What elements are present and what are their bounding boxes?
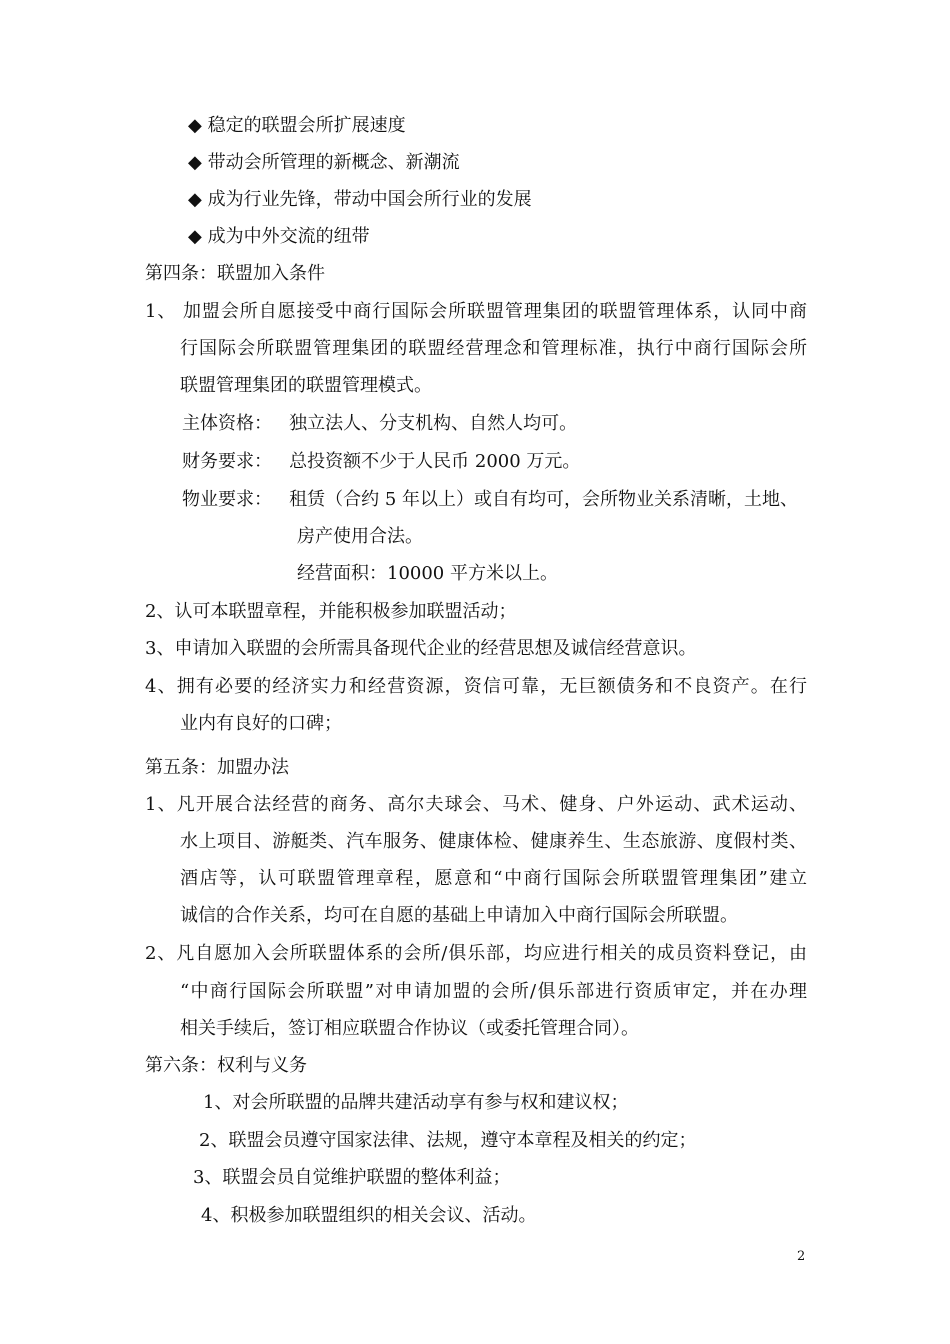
list-item: 4、拥有必要的经济实力和经营资源，资信可靠，无巨额债务和不良资产。在行 [145, 676, 807, 697]
paragraph-line: 酒店等，认可联盟管理章程，愿意和“中商行国际会所联盟管理集团”建立 [180, 868, 807, 889]
paragraph-line: 1、凡开展合法经营的商务、高尔夫球会、马术、健身、户外运动、武术运动、 [145, 794, 807, 815]
paragraph-line: 1、 加盟会所自愿接受中商行国际会所联盟管理集团的联盟管理体系，认同中商 [145, 301, 807, 322]
section-heading: 第六条：权利与义务 [145, 1055, 307, 1076]
requirement-property: 物业要求： 租赁（合约 5 年以上）或自有均可，会所物业关系清晰，土地、 [182, 489, 799, 510]
paragraph-line: 联盟管理集团的联盟管理模式。 [180, 375, 432, 396]
list-item: 3、申请加入联盟的会所需具备现代企业的经营思想及诚信经营意识。 [145, 638, 697, 659]
requirement-property-cont: 房产使用合法。 [297, 526, 423, 547]
bullet-item: ◆ 成为中外交流的纽带 [188, 226, 370, 247]
list-item-cont: 业内有良好的口碑； [180, 713, 342, 734]
paragraph-line: 2、凡自愿加入会所联盟体系的会所/俱乐部，均应进行相关的成员资料登记，由 [145, 943, 807, 964]
list-item: 3、联盟会员自觉维护联盟的整体利益； [193, 1167, 511, 1188]
paragraph-line: 水上项目、游艇类、汽车服务、健康体检、健康养生、生态旅游、度假村类、 [180, 831, 807, 852]
list-item: 1、对会所联盟的品牌共建活动享有参与权和建议权； [203, 1092, 629, 1113]
bullet-item: ◆ 稳定的联盟会所扩展速度 [188, 115, 406, 136]
list-item: 2、认可本联盟章程，并能积极参加联盟活动； [145, 601, 517, 622]
list-item: 4、积极参加联盟组织的相关会议、活动。 [201, 1205, 537, 1226]
paragraph-line: 相关手续后，签订相应联盟合作协议（或委托管理合同）。 [180, 1018, 639, 1039]
list-item: 2、联盟会员遵守国家法律、法规，遵守本章程及相关的约定； [199, 1130, 697, 1151]
bullet-item: ◆ 成为行业先锋，带动中国会所行业的发展 [188, 189, 532, 210]
requirement-finance: 财务要求： 总投资额不少于人民币 2000 万元。 [182, 451, 581, 472]
paragraph-line: “中商行国际会所联盟”对申请加盟的会所/俱乐部进行资质审定，并在办理 [180, 981, 807, 1002]
requirement-subject: 主体资格： 独立法人、分支机构、自然人均可。 [182, 413, 578, 434]
paragraph-line: 诚信的合作关系，均可在自愿的基础上申请加入中商行国际会所联盟。 [180, 905, 738, 926]
page-number: 2 [797, 1249, 806, 1264]
paragraph-line: 行国际会所联盟管理集团的联盟经营理念和管理标准，执行中商行国际会所 [180, 338, 807, 359]
requirement-area: 经营面积：10000 平方米以上。 [297, 563, 558, 584]
section-heading: 第四条：联盟加入条件 [145, 263, 325, 284]
section-heading: 第五条：加盟办法 [145, 757, 289, 778]
bullet-item: ◆ 带动会所管理的新概念、新潮流 [188, 152, 460, 173]
